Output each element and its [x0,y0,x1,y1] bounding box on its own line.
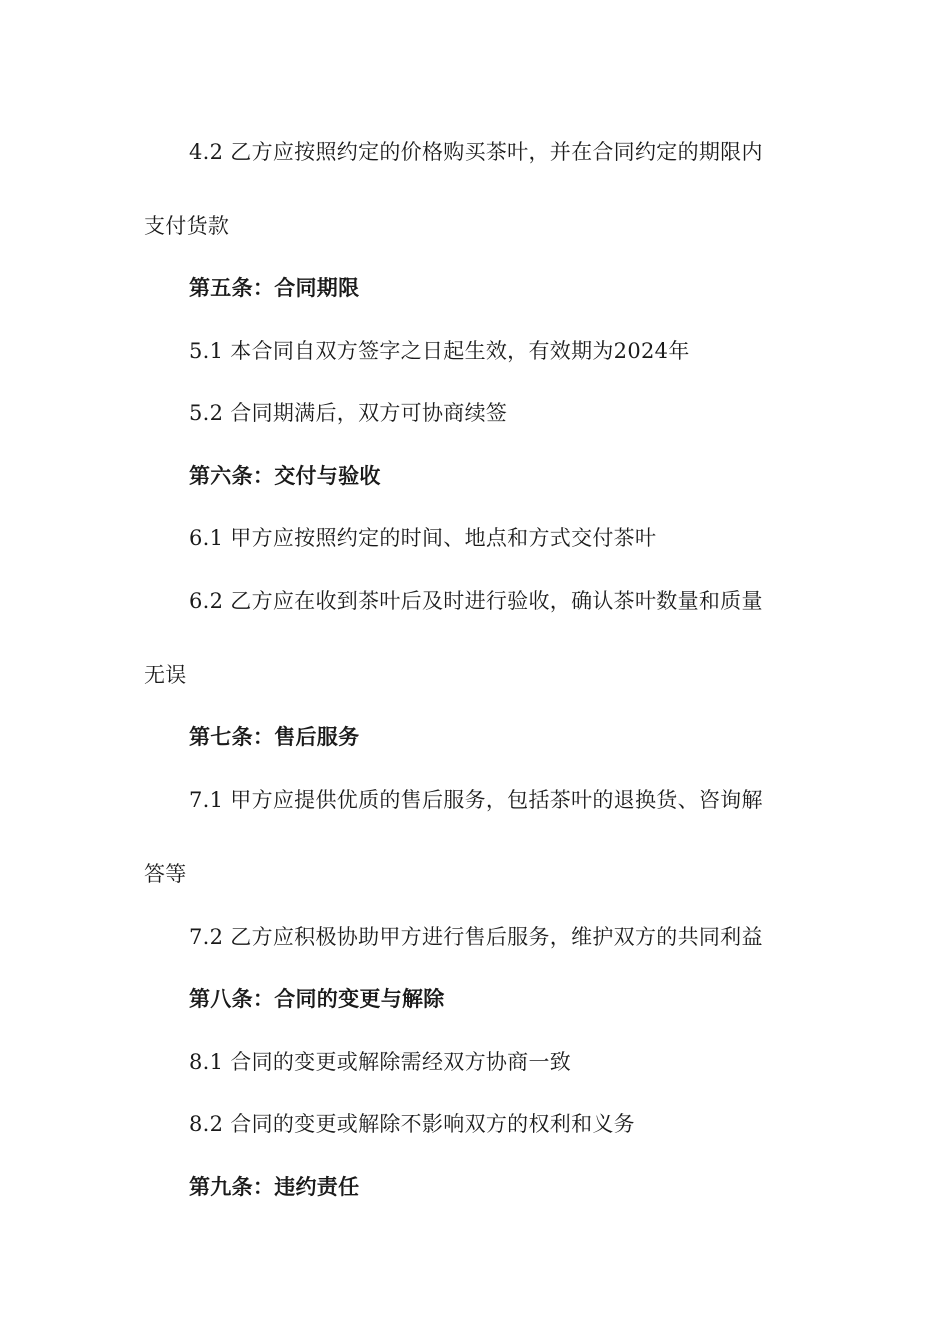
clause-6-1-text: 6.1 甲方应按照约定的时间、地点和方式交付茶叶 [189,526,657,550]
clause-5-2-text: 5.2 合同期满后，双方可协商续签 [189,401,508,425]
clause-4-2-continuation: 支付货款 [144,214,230,238]
article-6-heading: 第六条：交付与验收 [189,464,381,488]
article-5-heading: 第五条：合同期限 [189,276,360,300]
clause-7-1-text: 7.1 甲方应提供优质的售后服务，包括茶叶的退换货、咨询解 [189,788,763,812]
clause-7-1-continuation: 答等 [144,862,187,886]
clause-6-2-continuation: 无误 [144,663,187,687]
clause-5-1-text: 5.1 本合同自双方签字之日起生效，有效期为2024年 [189,339,690,363]
article-9-heading: 第九条：违约责任 [189,1175,360,1199]
clause-7-2-text: 7.2 乙方应积极协助甲方进行售后服务，维护双方的共同利益 [189,925,763,949]
clause-8-1-text: 8.1 合同的变更或解除需经双方协商一致 [189,1050,572,1074]
article-8-heading: 第八条：合同的变更与解除 [189,987,445,1011]
clause-6-2-text: 6.2 乙方应在收到茶叶后及时进行验收，确认茶叶数量和质量 [189,589,763,613]
article-7-heading: 第七条：售后服务 [189,725,360,749]
clause-8-2-text: 8.2 合同的变更或解除不影响双方的权利和义务 [189,1112,635,1136]
clause-4-2-text: 4.2 乙方应按照约定的价格购买茶叶，并在合同约定的期限内 [189,140,763,164]
